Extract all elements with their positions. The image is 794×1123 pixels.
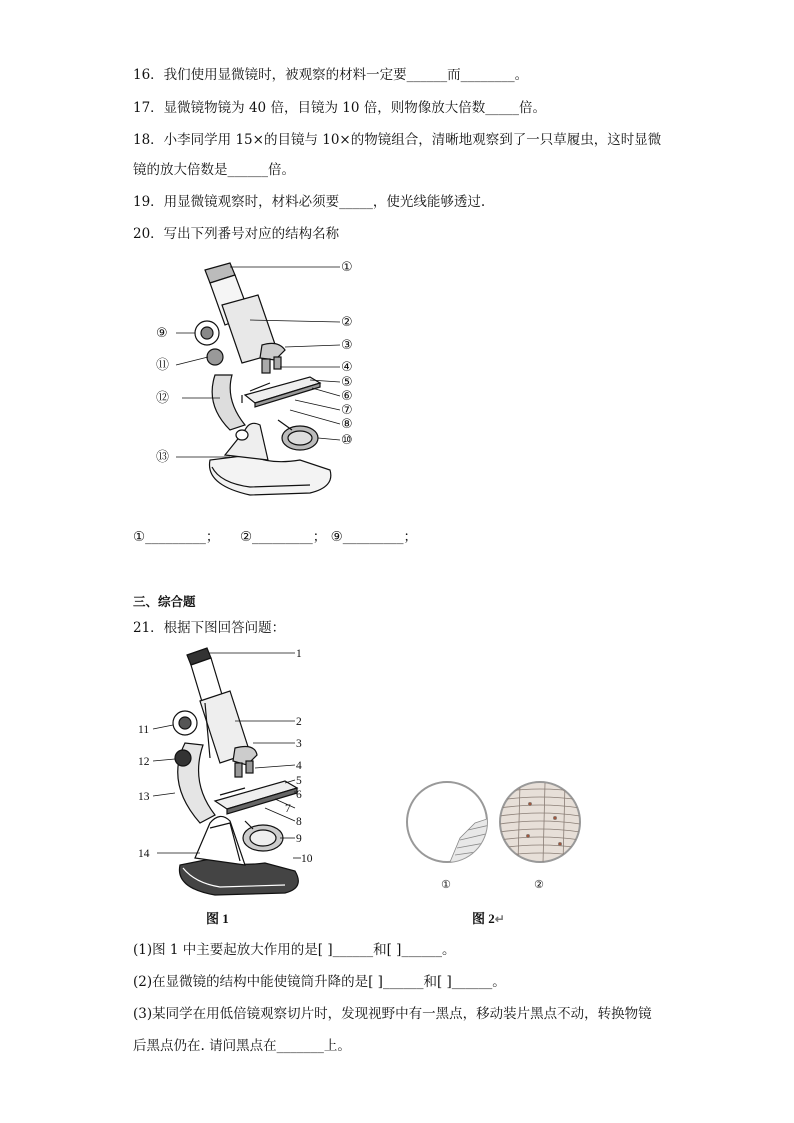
fig1-label-2: 2: [296, 716, 302, 728]
question-20: 20．写出下列番号对应的结构名称: [133, 226, 340, 242]
question-21-1: (1)图 1 中主要起放大作用的是[ ]______和[ ]______。: [133, 942, 456, 958]
fig2-caption-text: 图 2: [472, 911, 495, 926]
return-mark-icon: ↵: [494, 912, 505, 926]
fig1-label-11: 11: [138, 724, 150, 736]
fig1-label-4: 4: [296, 760, 302, 772]
question-18-line2: 镜的放大倍数是______倍。: [133, 162, 295, 178]
view-label-2: ②: [534, 878, 544, 891]
answer-row-q20: [133, 525, 417, 545]
fig1-label-8: 8: [296, 816, 302, 828]
fig1-label-5: 5: [296, 775, 302, 787]
fig1-label-7: 7: [285, 803, 291, 815]
microscope-views-fig2: [400, 778, 590, 898]
fig1-label-10: 10: [301, 853, 313, 865]
fig1-label-14: 14: [138, 848, 150, 860]
fig1-label-3: 3: [296, 738, 302, 750]
label-10: ⑩: [341, 433, 353, 448]
label-4: ④: [341, 360, 353, 375]
question-21-3-line1: (3)某同学在用低倍镜观察切片时，发现视野中有一黑点，移动装片黑点不动，转换物镜: [133, 1006, 652, 1022]
label-5: ⑤: [341, 375, 353, 390]
label-11: ⑪: [156, 358, 170, 373]
section-title: 三、综合题: [133, 594, 196, 609]
fig1-label-9: 9: [296, 833, 302, 845]
fig1-label-13: 13: [138, 791, 150, 803]
fig2-caption: [472, 908, 505, 927]
label-7: ⑦: [341, 403, 353, 418]
question-21-3-line2: 后黑点仍在. 请问黑点在_______上。: [133, 1038, 351, 1054]
answer-blank-2: ②_________；: [239, 529, 327, 545]
question-16: 16．我们使用显微镜时，被观察的材料一定要______而________。: [133, 67, 529, 83]
label-9: ⑨: [156, 326, 168, 341]
question-21-intro: 21．根据下图回答问题：: [133, 620, 286, 636]
fig1-label-1: 1: [296, 648, 302, 660]
fig1-label-12: 12: [138, 756, 150, 768]
question-21-2: (2)在显微镜的结构中能使镜筒升降的是[ ]______和[ ]______。: [133, 974, 506, 990]
question-19: 19．用显微镜观察时，材料必须要_____，使光线能够透过.: [133, 194, 486, 210]
microscope-diagram-fig1: [135, 643, 335, 903]
answer-blank-1: ①_________；: [133, 529, 220, 545]
fig1-caption: 图 1: [206, 911, 229, 926]
label-12: ⑫: [156, 391, 170, 406]
view-label-1: ①: [441, 878, 451, 891]
microscope-diagram-q20: [150, 255, 365, 505]
label-8: ⑧: [341, 417, 353, 432]
question-18-line1: 18．小李同学用 15×的目镜与 10×的物镜组合，清晰地观察到了一只草履虫，这时显微: [133, 132, 662, 148]
label-3: ③: [341, 338, 353, 353]
label-2: ②: [341, 315, 353, 330]
label-6: ⑥: [341, 389, 353, 404]
answer-blank-9: ⑨_________；: [330, 529, 417, 545]
question-17: 17．显微镜物镜为 40 倍，目镜为 10 倍，则物像放大倍数_____倍。: [133, 100, 546, 116]
label-13: ⑬: [156, 450, 170, 465]
fig1-label-6: 6: [296, 789, 302, 801]
label-1: ①: [341, 260, 353, 275]
